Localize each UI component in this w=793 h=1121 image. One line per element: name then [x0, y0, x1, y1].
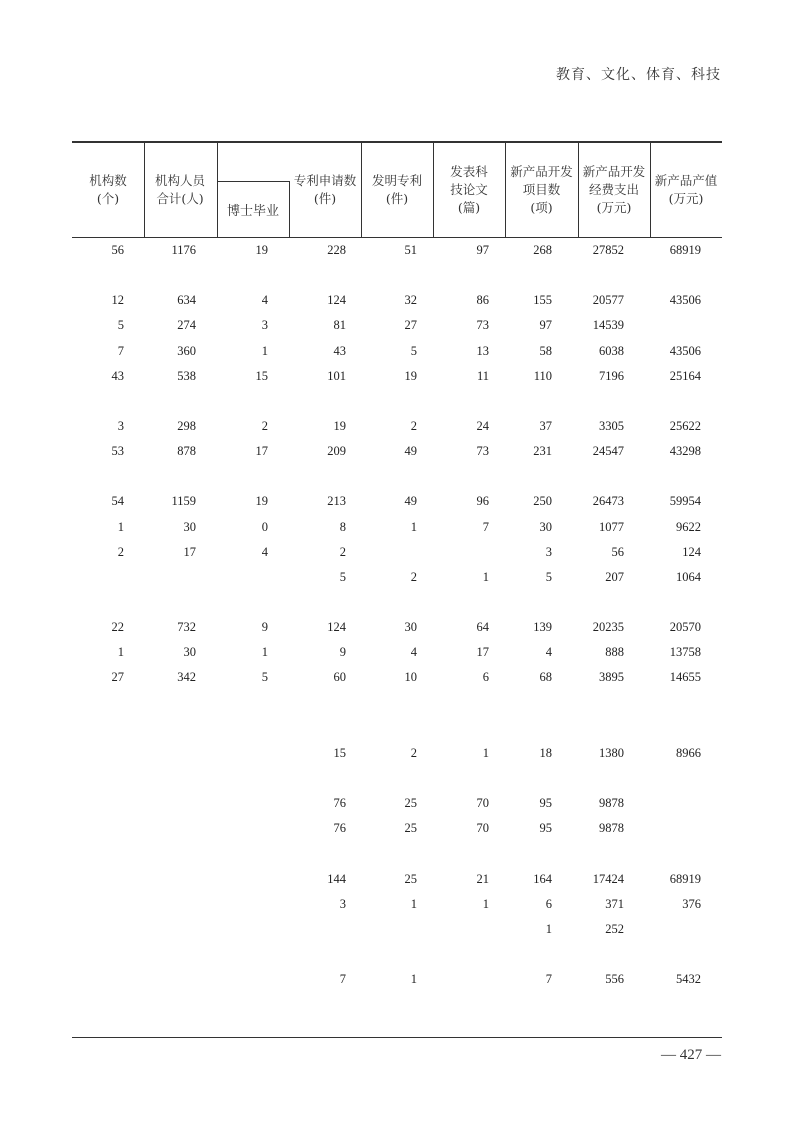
table-cell: 17: [183, 544, 196, 559]
column-header-line: 技论文: [450, 182, 488, 197]
column-header-line: 专利申请数: [293, 173, 357, 188]
table-cell: 268: [533, 243, 552, 257]
table-cell: 538: [177, 368, 196, 383]
table-cell: 59954: [669, 494, 701, 509]
table-row: [72, 791, 722, 816]
table-row: [72, 565, 722, 590]
table-cell: 9878: [599, 796, 624, 811]
table-cell: 20235: [592, 620, 624, 635]
table-row: [72, 867, 722, 892]
table-cell: 97: [539, 318, 552, 333]
column-header-line: (万元): [668, 191, 704, 206]
table-cell: 5: [261, 670, 268, 685]
table-cell: 209: [327, 444, 346, 459]
table-cell: 360: [177, 343, 196, 358]
table-cell: 49: [404, 444, 417, 459]
table-cell: 1: [410, 972, 417, 987]
table-cell: 5432: [676, 972, 701, 987]
table-row: [72, 489, 722, 514]
table-cell: 56: [111, 243, 124, 257]
column-header: [505, 143, 578, 237]
table-row: [72, 515, 722, 540]
table-cell: 1380: [599, 745, 624, 760]
table-cell: 4: [261, 293, 268, 308]
table-cell: 30: [183, 519, 196, 534]
table-cell: 14655: [669, 670, 701, 685]
table-row: [72, 665, 722, 690]
column-header: [72, 143, 144, 237]
column-header-line: (项): [530, 200, 553, 215]
table-cell: 2: [410, 569, 417, 584]
table-cell: 56: [611, 544, 624, 559]
table-cell: 27: [404, 318, 417, 333]
table-row: [72, 313, 722, 338]
column-header-line: 经费支出: [588, 182, 639, 197]
column-header-line: 新产品产值: [654, 173, 718, 188]
table-cell: 30: [539, 519, 552, 534]
table-cell: 25: [404, 871, 417, 886]
table-cell: 24547: [592, 444, 624, 459]
table-cell: 9: [339, 645, 346, 660]
table-cell: 86: [476, 293, 489, 308]
table-cell: 17: [255, 444, 268, 459]
table-row: [72, 464, 722, 489]
table-cell: 1: [261, 343, 268, 358]
page-number: — 427 —: [661, 1047, 721, 1063]
table-cell: 9622: [676, 519, 701, 534]
table-cell: 15: [333, 745, 346, 760]
table-cell: 19: [333, 418, 346, 433]
table-cell: 1159: [171, 494, 196, 509]
running-head: 教育、文化、体育、科技: [556, 67, 721, 83]
table-cell: 7: [117, 343, 124, 358]
table-cell: 13: [476, 343, 489, 358]
table-row: [72, 816, 722, 841]
table-cell: 27852: [592, 243, 624, 257]
table-cell: 20577: [592, 293, 624, 308]
table-cell: 25: [404, 796, 417, 811]
table-row: [72, 238, 722, 263]
table-cell: 213: [327, 494, 346, 509]
table-cell: 231: [533, 444, 552, 459]
table-cell: 95: [539, 821, 552, 836]
table-cell: 0: [261, 519, 268, 534]
column-header-line: 博士毕业: [226, 203, 279, 219]
table-row: [72, 716, 722, 741]
table-body: [72, 238, 722, 992]
table-cell: 3895: [599, 670, 624, 685]
column-header-line: 新产品开发: [582, 164, 646, 179]
table-cell: 95: [539, 796, 552, 811]
table-row: [72, 414, 722, 439]
table-cell: 6038: [599, 343, 624, 358]
table-cell: 1: [261, 645, 268, 660]
table-cell: 10: [404, 670, 417, 685]
table-cell: 1176: [171, 243, 196, 257]
column-header-line: 机构数: [89, 173, 127, 188]
table-cell: 60: [333, 670, 346, 685]
table-row: [72, 942, 722, 967]
table-cell: 21: [476, 871, 489, 886]
table-cell: 51: [404, 243, 417, 257]
table-cell: 32: [404, 293, 417, 308]
table-cell: 888: [605, 645, 624, 660]
table-row: [72, 691, 722, 716]
table-row: [72, 892, 722, 917]
table-header: [72, 143, 722, 237]
table-row: [72, 841, 722, 866]
table-cell: 53: [111, 444, 124, 459]
table-cell: 58: [539, 343, 552, 358]
statistics-table: [72, 141, 722, 238]
table-cell: 4: [545, 645, 552, 660]
table-cell: 73: [476, 318, 489, 333]
table-row: [72, 364, 722, 389]
column-header-line: (万元): [596, 200, 632, 215]
table-cell: 124: [327, 620, 346, 635]
column-header-line: 新产品开发: [510, 164, 573, 179]
table-row: [72, 288, 722, 313]
table-cell: 2: [261, 418, 268, 433]
column-header: [578, 143, 650, 237]
table-cell: 3: [545, 544, 552, 559]
table-cell: 110: [533, 368, 552, 383]
table-cell: 13758: [669, 645, 701, 660]
table-cell: 5: [339, 569, 346, 584]
table-cell: 43: [333, 343, 346, 358]
table-cell: 164: [533, 871, 552, 886]
table-cell: 155: [533, 293, 552, 308]
column-header: [361, 143, 433, 237]
table-cell: 6: [545, 896, 552, 911]
table-cell: 43506: [669, 343, 701, 358]
table-cell: 14539: [592, 318, 624, 333]
column-header: [650, 143, 722, 237]
table-cell: 12: [111, 293, 124, 308]
table-cell: 4: [410, 645, 417, 660]
header-subgroup-line: [217, 143, 289, 182]
page-bottom-rule: [72, 1037, 722, 1038]
table-cell: 43: [111, 368, 124, 383]
column-header-line: 机构人员: [154, 173, 205, 188]
table-row: [72, 389, 722, 414]
table-cell: 252: [605, 921, 624, 936]
table-cell: 76: [333, 796, 346, 811]
table-cell: 1: [482, 745, 489, 760]
table-cell: 24: [476, 418, 489, 433]
table-row: [72, 967, 722, 992]
table-row: [72, 540, 722, 565]
table-row: [72, 741, 722, 766]
table-row: [72, 263, 722, 288]
table-cell: 124: [327, 293, 346, 308]
table-cell: 207: [605, 569, 624, 584]
table-cell: 298: [177, 418, 196, 433]
table-cell: 17: [476, 645, 489, 660]
column-header-line: (个): [96, 191, 120, 206]
table-cell: 25: [404, 821, 417, 836]
table-cell: 68919: [669, 243, 701, 257]
table-cell: 228: [327, 243, 346, 257]
table-cell: 27: [111, 670, 124, 685]
table-cell: 878: [177, 444, 196, 459]
column-header-line: 合计(人): [156, 191, 204, 206]
table-cell: 732: [177, 620, 196, 635]
table-cell: 2: [339, 544, 346, 559]
table-cell: 70: [476, 821, 489, 836]
column-header: [144, 143, 216, 237]
table-cell: 2: [410, 745, 417, 760]
column-header: [289, 143, 361, 237]
table-cell: 8966: [676, 745, 701, 760]
table-cell: 37: [539, 418, 552, 433]
table-cell: 634: [177, 293, 196, 308]
table-cell: 68: [539, 670, 552, 685]
table-cell: 81: [333, 318, 346, 333]
column-header: [433, 143, 505, 237]
table-cell: 22: [111, 620, 124, 635]
table-cell: 342: [177, 670, 196, 685]
table-cell: 376: [682, 896, 701, 911]
table-cell: 43298: [669, 444, 701, 459]
table-cell: 9878: [599, 821, 624, 836]
table-cell: 49: [404, 494, 417, 509]
table-row: [72, 439, 722, 464]
table-cell: 68919: [669, 871, 701, 886]
column-header-line: 项目数: [522, 182, 561, 197]
table-cell: 5: [545, 569, 552, 584]
table-cell: 7196: [599, 368, 624, 383]
column-header-line: 发明专利: [371, 173, 422, 188]
table-cell: 2: [117, 544, 124, 559]
table-cell: 97: [476, 243, 489, 257]
table-cell: 1: [117, 519, 124, 534]
column-header-line: (篇): [457, 200, 481, 215]
table-cell: 7: [482, 519, 489, 534]
table-cell: 15: [255, 368, 268, 383]
table-cell: 1: [482, 896, 489, 911]
table-cell: 18: [539, 745, 552, 760]
table-cell: 70: [476, 796, 489, 811]
table-cell: 1064: [676, 569, 701, 584]
table-cell: 17424: [592, 871, 624, 886]
table-cell: 76: [333, 821, 346, 836]
table-cell: 5: [117, 318, 124, 333]
table-cell: 250: [533, 494, 552, 509]
table-cell: 5: [410, 343, 417, 358]
table-row: [72, 917, 722, 942]
table-cell: 8: [339, 519, 346, 534]
table-row: [72, 339, 722, 364]
table-cell: 7: [339, 972, 346, 987]
table-cell: 101: [327, 368, 346, 383]
table-cell: 19: [255, 243, 268, 257]
table-cell: 9: [261, 620, 268, 635]
table-cell: 11: [476, 368, 489, 383]
table-cell: 3305: [599, 418, 624, 433]
table-cell: 25622: [669, 418, 701, 433]
table-cell: 73: [476, 444, 489, 459]
table-cell: 26473: [592, 494, 624, 509]
table-cell: 1: [410, 896, 417, 911]
table-row: [72, 590, 722, 615]
table-cell: 30: [404, 620, 417, 635]
table-row: [72, 640, 722, 665]
table-cell: 1: [545, 921, 552, 936]
table-cell: 371: [605, 896, 624, 911]
table-cell: 2: [410, 418, 417, 433]
column-header-line: 发表科: [450, 164, 488, 179]
table-cell: 25164: [669, 368, 701, 383]
column-header: [217, 181, 289, 237]
table-row: [72, 766, 722, 791]
table-cell: 124: [682, 544, 701, 559]
table-cell: 3: [339, 896, 346, 911]
table-cell: 54: [111, 494, 124, 509]
table-cell: 19: [255, 494, 268, 509]
table-cell: 7: [545, 972, 552, 987]
table-cell: 20570: [669, 620, 701, 635]
table-cell: 43506: [669, 293, 701, 308]
table-cell: 1077: [599, 519, 624, 534]
table-cell: 3: [261, 318, 268, 333]
table-cell: 1: [482, 569, 489, 584]
table-cell: 274: [177, 318, 196, 333]
table-cell: 30: [183, 645, 196, 660]
table-row: [72, 615, 722, 640]
table-cell: 556: [605, 972, 624, 987]
table-cell: 64: [476, 620, 489, 635]
table-cell: 139: [533, 620, 552, 635]
table-cell: 1: [117, 645, 124, 660]
table-cell: 96: [476, 494, 489, 509]
table-cell: 3: [117, 418, 124, 433]
table-cell: 144: [327, 871, 346, 886]
column-header-line: (件): [385, 191, 409, 206]
table-cell: 1: [410, 519, 417, 534]
table-cell: 19: [404, 368, 417, 383]
table-cell: 4: [261, 544, 268, 559]
table-cell: 6: [482, 670, 489, 685]
column-header-line: (件): [313, 191, 337, 206]
